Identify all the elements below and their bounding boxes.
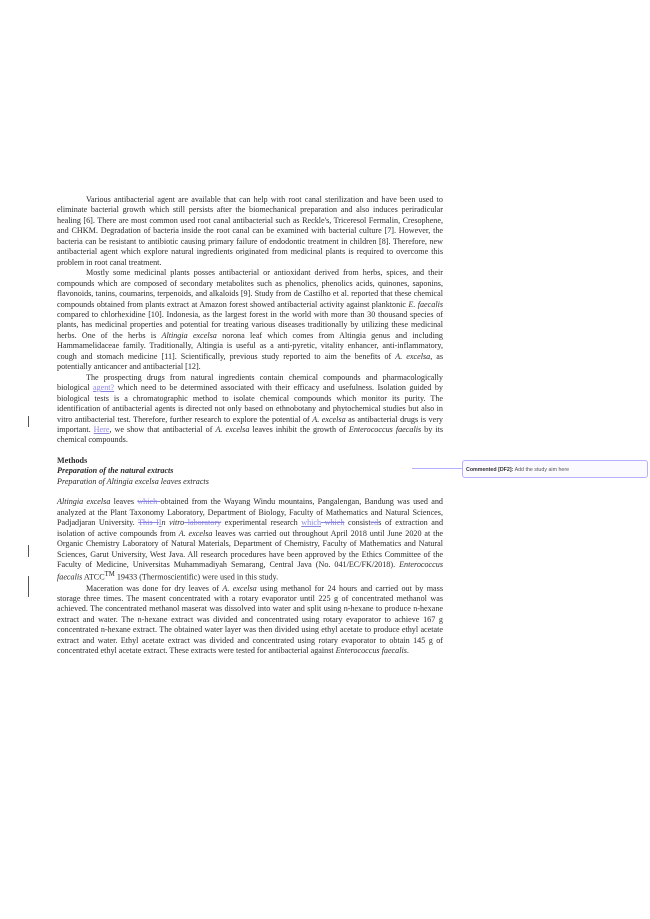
tracked-insertion[interactable]: which [301,518,322,528]
tracked-deletion[interactable]: laboratory [184,518,222,528]
comment-balloon[interactable] [462,460,648,478]
tracked-insertion[interactable]: I [158,518,162,528]
paragraph-maceration: Maceration was done for dry leaves of A. excelsa using methanol for 24 hours and carried out by mass storage three times. The masent concentrated with a rotary evaporator until 225 g of concentrated methanol was achieved. The concentrated methanol maserat was dissolved into water and split using n-hexane to produce n-hexane extract and water. The n-hexane extract was divided and concentrated using rotary evaporator to achieve 167 g concentrated n-hexane extract. The obtained water layer was then divided using ethyl acetate to produce ethyl acetate extract and water. Ethyl acetate extract was divided and concentrated using rotary evaporator to obtain 145 g of concentrated ethyl acetate extract. These extracts were tested for antibacterial against Enterococcus faecalis. [57,583,443,656]
section-heading-methods: Methods [57,455,88,465]
comment-connector [412,468,462,469]
tracked-deletion[interactable]: which [137,497,161,507]
paragraph-intro: Various antibacterial agent are available that can help with root canal sterilization and have been used to eliminate bacterial growth which still persists after the biomechanical preparation and also induces periradicular healing [6]. There are most common used root canal antibacterial such as Reckle's, Triceresol Fermalin, Cresophene, and CHKM. Degradation of bacteria inside the root canal can be examined with bacterial culture [7]. However, the bacteria can be resistant to antibiotic causing primary failure of endodontic treatment in children [8]. Therefore, new antibacterial agent which explore natural ingredients originated from medicinal plants is required to overcome this problem in root canal treatment. [57,195,443,267]
subsubsection-heading: Preparation of Altingia excelsa leaves extracts [57,476,209,486]
tracked-insertion[interactable]: agent? [92,383,115,393]
subsection-heading: Preparation of the natural extracts [57,466,174,476]
paragraph-prospecting-drugs: The prospecting drugs from natural ingredients contain chemical compounds and pharmacologically biological agent? which need to be determined associated with their efficacy and usefulness. Isolation guided by biological tests is a chromatographic method to isolate chemical compounds which monitor its purity. The identification of antibacterial agents is directed not only based on ethnobotany and phytochemical studies but also in vitro antibacterial test. Therefore, further research to explore the potential of A. excelsa as antibacterial drugs is very important. Here, we show that antibacterial of A. excelsa leaves inhibit the growth of Enterococcus faecalis by its chemical compounds. [57,372,444,445]
tracked-deletion[interactable]: ed [370,518,379,528]
change-bar [28,576,29,597]
document-body [57,195,443,657]
tracked-deletion[interactable]: This I [138,518,159,528]
paragraph-medicinal-plants: Mostly some medicinal plants posses antibacterial or antioxidant derived from herbs, spices, and their compounds which are composed of secondary metabolites such as phenolics, phenolics acids, quinones, saponins, flavonoids, tanins, coumarins, terpenoids, and alkaloids [9]. Study from de Castilho et al. reported that these chemical compounds obtained from plants extract at Amazon forest showed antibacterial activity against planktonic E. faecalis compared to chlorhexidine [10]. Indonesia, as the largest forest in the world with more than 30 thousand species of plants, has medicinal properties and potential for treating various diseases traditionally by utilizing these medicinal herbs. One of the herbs is Altingia excelsa norona leaf which comes from Altingia genus and including Hammamelidaceae family. Traditionally, Altingia is useful as a anti-pyretic, vitality enhancer, anti-inflammatory, cough and stomach medicine [11]. Scientifically, previous study reported to aim the benefits of A. excelsa, as potentially anticancer and antibacterial [12]. [57,268,443,372]
change-bar [28,416,29,427]
comment-text: Add the study aim here [514,467,570,473]
tracked-deletion[interactable]: which [321,518,345,528]
paragraph-sample-collection: Altingia excelsa leaves which obtained from the Wayang Windu mountains, Pangalengan, Bandung was used and analyzed at the Plant Taxonomy Laboratory, Department of Biology, Faculty of Mathematics and Natural Sciences, Padjadjaran University. This IIn vitro laboratory experimental research which which consisteds of extraction and isolation of active compounds from A. excelsa leaves was carried out throughout April 2018 until June 2020 at the Organic Chemistry Laboratory of Natural Materials, Department of Chemistry, Faculty of Mathematics and Natural Sciences, Garut University, West Java. All research procedures have been approved by the Ethics Committee of the Faculty of Medicine, Universitas Muhammadiyah Semarang, Central Java (No. 041/EC/FK/2018). Enterococcus faecalis ATCC™ 19433 (Thermoscientific) were used in this study. [57,497,444,583]
comment-label: Commented [DF2]: [466,467,514,473]
tracked-insertion-commented[interactable]: Here [93,424,110,434]
change-bar [28,545,29,557]
